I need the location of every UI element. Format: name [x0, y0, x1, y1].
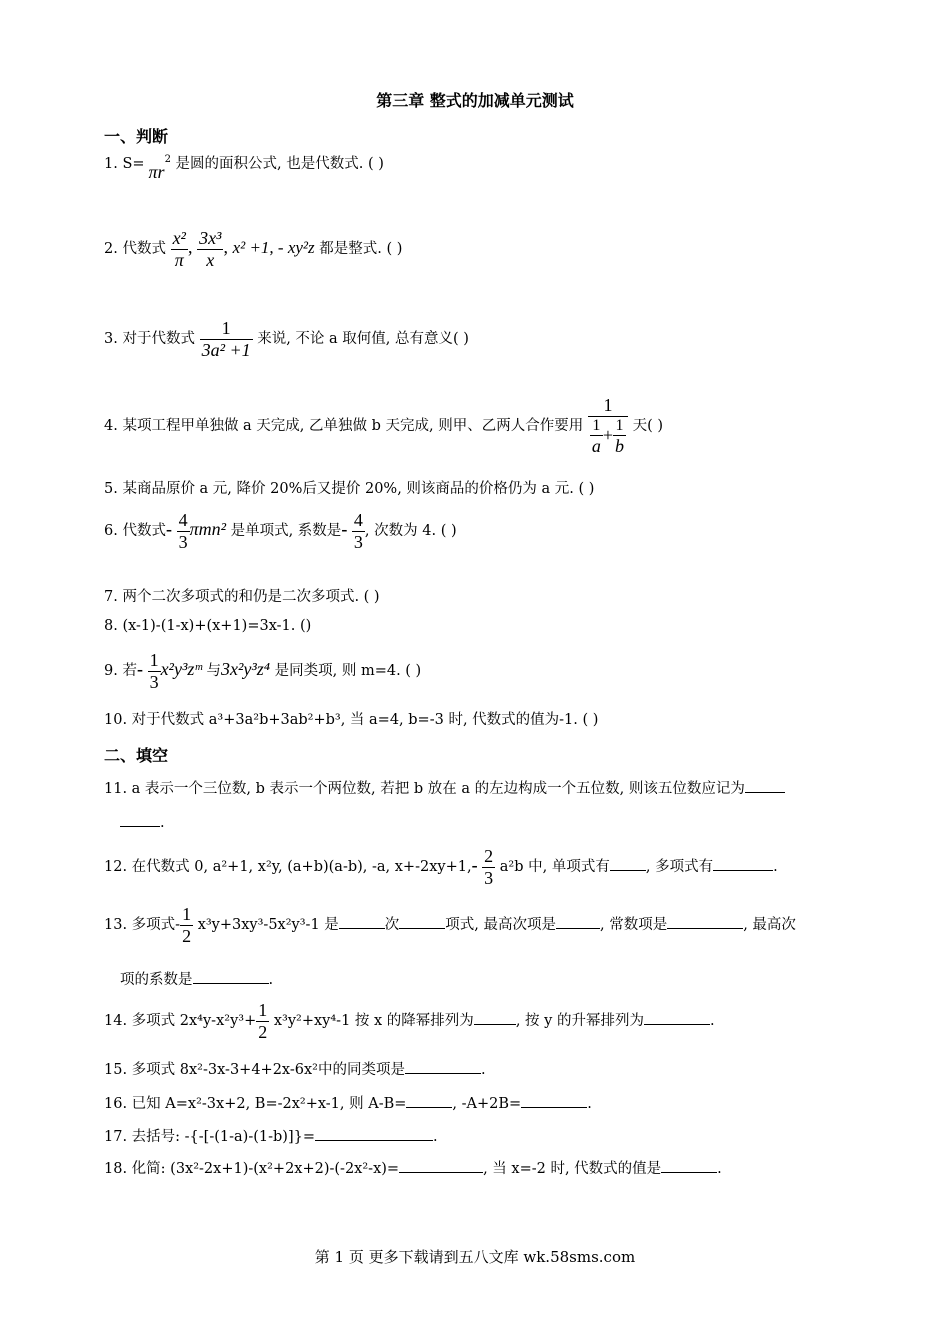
fraction: $\frac{1}{2}$ — [182, 904, 192, 946]
question-16: 16. 已知 A=x²-3x+2, B=-2x²+x-1, 则 A-B= , -A+2B= . — [104, 1096, 592, 1112]
page-title: 第三章 整式的加减单元测试 — [376, 91, 574, 110]
section-judgement-heading: 一、判断 — [104, 127, 169, 146]
answer-blank[interactable] — [406, 1106, 452, 1108]
question-14: 14. 多项式 2x⁴y-x²y³+ $\frac{1}{2}$ x³y²+xy⁴-1 按 x 的降幂排列为 , 按 y 的升幂排列为 . — [104, 1000, 715, 1042]
question-10: 10. 对于代数式 a³+3a²b+3ab²+b³, 当 a=4, b=-3 时, 代数式的值为-1. ( ) — [104, 712, 599, 728]
question-1: 1. $S= \pi r^2$ 是圆的面积公式, 也是代数式. ( ) — [104, 154, 384, 182]
question-8: 8. (x-1)-(1-x)+(x+1)=3x-1. () — [104, 618, 312, 634]
answer-blank[interactable] — [120, 825, 160, 827]
answer-blank[interactable] — [610, 869, 646, 871]
fraction: $\frac{2}{3}$ — [484, 846, 494, 888]
question-9: 9. 若- $\frac{1}{3}$ x²y³zᵐ 与3x²y³z⁴ 是同类项, 则 m=4. ( ) — [104, 650, 422, 692]
answer-blank[interactable] — [556, 927, 600, 929]
question-17: 17. 去括号: -{-[-(1-a)-(1-b)]}= . — [104, 1129, 438, 1145]
question-5: 5. 某商品原价 a 元, 降价 20%后又提价 20%, 则该商品的价格仍为 a 元. ( ) — [104, 481, 595, 497]
fraction: $\frac{4}{3}$ — [353, 510, 363, 552]
question-6: 6. 代数式- $\frac{4}{3}$ πmn² 是单项式, 系数是- $\frac{4}{3}$ , 次数为 4. ( ) — [104, 510, 457, 552]
question-7: 7. 两个二次多项式的和仍是二次多项式. ( ) — [104, 589, 380, 605]
question-4: 4. 某项工程甲单独做 a 天完成, 乙单独做 b 天完成, 则甲、乙两人合作要用 1 $\frac{1}{a}$ + $\frac{1}{b}$ 天( ) — [104, 395, 664, 457]
fraction: $\frac{4}{3}$ — [178, 510, 188, 552]
fraction: $\frac{1}{\text{3a² +1}}$ — [201, 318, 251, 360]
answer-blank[interactable] — [713, 869, 773, 871]
answer-blank[interactable] — [661, 1171, 717, 1173]
fraction: $\frac{1}{3}$ — [149, 650, 159, 692]
question-18: 18. 化简: (3x²-2x+1)-(x²+2x+2)-(-2x²-x)= , 当 x=-2 时, 代数式的值是 . — [104, 1161, 722, 1177]
fraction: $\frac{\text{3x³}}{x}$ — [199, 228, 222, 270]
fraction: 1 $\frac{1}{a}$ + $\frac{1}{b}$ — [588, 395, 628, 457]
question-11: 11. a 表示一个三位数, b 表示一个两位数, 若把 b 放在 a 的左边构成一个五位数, 则该五位数应记为 — [104, 777, 785, 798]
answer-blank[interactable] — [521, 1106, 587, 1108]
question-15: 15. 多项式 8x²-3x-3+4+2x-6x²中的同类项是 . — [104, 1062, 486, 1078]
question-13-line2: 项的系数是 . — [120, 972, 274, 988]
page-footer: 第 1 页 更多下载请到五八文库 wk.58sms.com — [314, 1248, 636, 1266]
question-13: 13. 多项式- $\frac{1}{2}$ x³y+3xy³-5x²y³-1 是 次 项式, 最高次项是 , 常数项是 , 最高次 — [104, 904, 796, 946]
question-2: 2. 代数式 $\frac{\text{x²}}{\pi}$ , $\frac{\text{3x³}}{x}$ , x² +1, - xy²z 都是整式. ( ) — [104, 228, 403, 270]
fraction: $\frac{1}{2}$ — [258, 1000, 268, 1042]
answer-blank[interactable] — [193, 982, 269, 984]
answer-blank[interactable] — [667, 927, 743, 929]
question-12: 12. 在代数式 0, a²+1, x²y, (a+b)(a-b), -a, x+-2xy+1,- $\frac{2}{3}$ a²b 中, 单项式有 , 多项式有 . — [104, 846, 778, 888]
answer-blank[interactable] — [405, 1072, 481, 1074]
question-3: 3. 对于代数式 $\frac{1}{\text{3a² +1}}$ 来说, 不论 a 取何值, 总有意义( ) — [104, 318, 469, 360]
answer-blank[interactable] — [745, 791, 785, 793]
answer-blank[interactable] — [339, 927, 385, 929]
section-fill-heading: 二、填空 — [104, 746, 169, 765]
fraction: $\frac{\text{x²}}{\pi}$ — [172, 228, 186, 270]
answer-blank[interactable] — [644, 1023, 710, 1025]
answer-blank[interactable] — [474, 1023, 516, 1025]
answer-blank[interactable] — [315, 1139, 433, 1141]
answer-blank[interactable] — [399, 927, 445, 929]
answer-blank[interactable] — [399, 1171, 483, 1173]
question-11-line2: . — [120, 815, 165, 831]
